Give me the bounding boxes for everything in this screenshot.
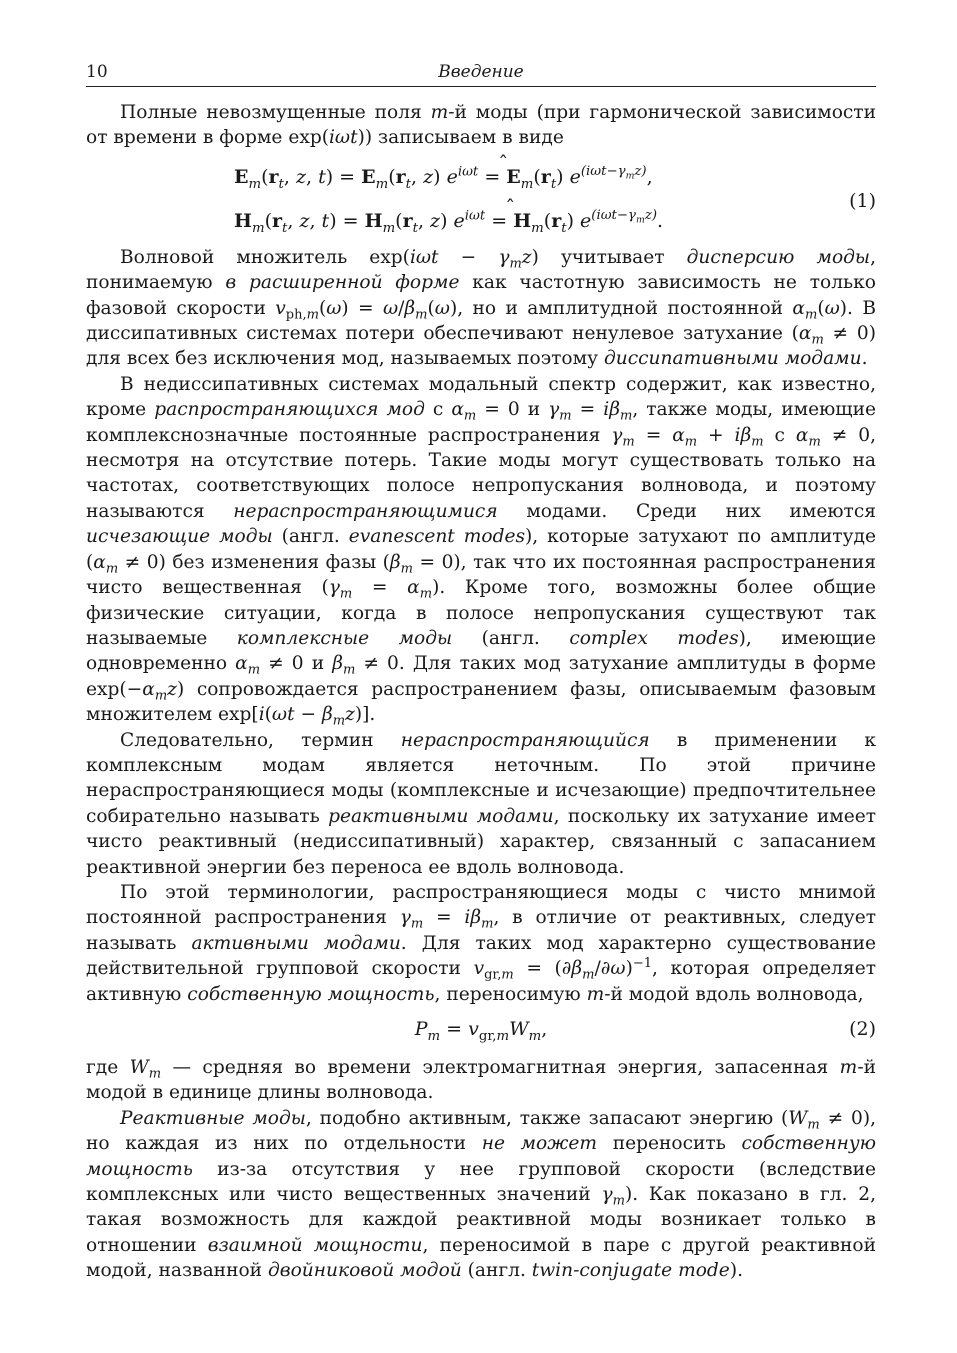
equation-1-number: (1)	[849, 189, 876, 212]
paragraph-3: В недиссипативных системах модальный спектр содержит, как известно, кроме распространяющихся мод с $\alpha_m = 0$ и $\gamma_m = i\beta_m$, также моды, имеющие комплекснозначные постоянные распространения $\gamma_m = \alpha_m + i\beta_m$ с $\alpha_m \ne 0$, несмотря на отсутствие потерь. Такие моды могут существовать только на частотах, соответствующих полосе непропускания волновода, и поэтому называются нераспространяющимися модами. Среди них имеются исчезающие моды (англ. evanescent modes), которые затухают по амплитуде $(\alpha_m \ne 0)$ без изменения фазы $(\beta_m = 0)$, так что их постоянная распространения чисто вещественная $(\gamma_m = \alpha_m)$. Кроме того, возможны более общие физические ситуации, когда в полосе непропускания существуют так называемые комплексные моды (англ. complex modes), имеющие одновременно $\alpha_m \ne 0$ и $\beta_m \ne 0$. Для таких мод затухание амплитуды в форме $\exp(-\alpha_mz)$ сопровождается распространением фазы, описываемым фазовым множителем $\exp[i(\omega t - \beta_mz)]$.	[86, 373, 877, 729]
equation-1-line-1: $E_m(r_t$, z, $t) = E_m(r_t$, z) $e^{i\omega t}$ = ̂ $E_m(r_t)$ $e^{(i\omega t-\gamma_mz)}$,	[234, 165, 653, 190]
equation-1-line-2: $H_m(r_t$, z, $t) = H_m(r_t$, z) $e^{i\omega t}$ = ̂ $H_m(r_t)$ $e^{(i\omega t-\gamma_mz)}$.	[234, 209, 663, 234]
body-text	[86, 100, 876, 1284]
paragraph-4: Следовательно, термин нераспространяющийся в применении к комплексным модам является неточным. По этой причине нераспространяющиеся моды (комплексные и исчезающие) предпочтительнее собирательно называть реактивными модами, поскольку их затухание имеет чисто реактивный (недиссипативный) характер, связанный с запасанием реактивной энергии без переноса ее вдоль волновода.	[86, 729, 876, 878]
running-title: Введение	[438, 62, 524, 82]
paragraph-1: Полные невозмущенные поля m-й моды (при гармонической зависимости от времени в форме exp(iωt)) записываем в виде	[86, 102, 876, 149]
paragraph-7: Реактивные моды, подобно активным, также запасают энергию $(W_m \ne 0)$, но каждая из них по отдельности не может переносить собственную мощность из-за отсутствия у нее групповой скорости (вследствие комплексных или чисто вещественных значений $\gamma_m$). Как показано в гл. 2, такая возможность для каждой реактивной моды возникает только в отношении взаимной мощности, переносимой в паре с другой реактивной модой, названной двойниковой модой (англ. twin-conjugate mode).	[86, 1107, 877, 1282]
paragraph-6: где $W_m$ — средняя во времени электромагнитная энергия, запасенная m-й модой в единице длины волновода.	[86, 1057, 876, 1104]
equation-2-number: (2)	[849, 1018, 876, 1040]
equation-1	[86, 159, 876, 239]
equation-2	[86, 1013, 876, 1049]
paragraph-5: По этой терминологии, распространяющиеся моды с чисто мнимой постоянной распространения $\gamma_m = i\beta_m$, в отличие от реактивных, следует называть активными модами. Для таких мод характерно существование действительной групповой скорости $v_{gr,m} = (\partial\beta_m/\partial\omega)^{-1}$, которая определяет активную собственную мощность, переносимую m-й модой вдоль волновода,	[86, 881, 876, 1005]
page-number: 10	[86, 62, 108, 82]
paragraph-2: Волновой множитель $\exp(i\omega t - \gamma_mz)$ учитывает дисперсию моды, понимаемую в расширенной форме как частотную зависимость не только фазовой скорости $v_{ph,m}(\omega) = \omega/\beta_m(\omega)$, но и амплитудной постоянной $\alpha_m(\omega)$. В диссипативных системах потери обеспечивают ненулевое затухание $(\alpha_m \ne 0)$ для всех без исключения мод, называемых поэтому диссипативными модами.	[86, 246, 876, 370]
equation-2-body: $P_m = v_{gr,m}W_m$,	[414, 1018, 548, 1044]
running-header	[86, 62, 876, 87]
